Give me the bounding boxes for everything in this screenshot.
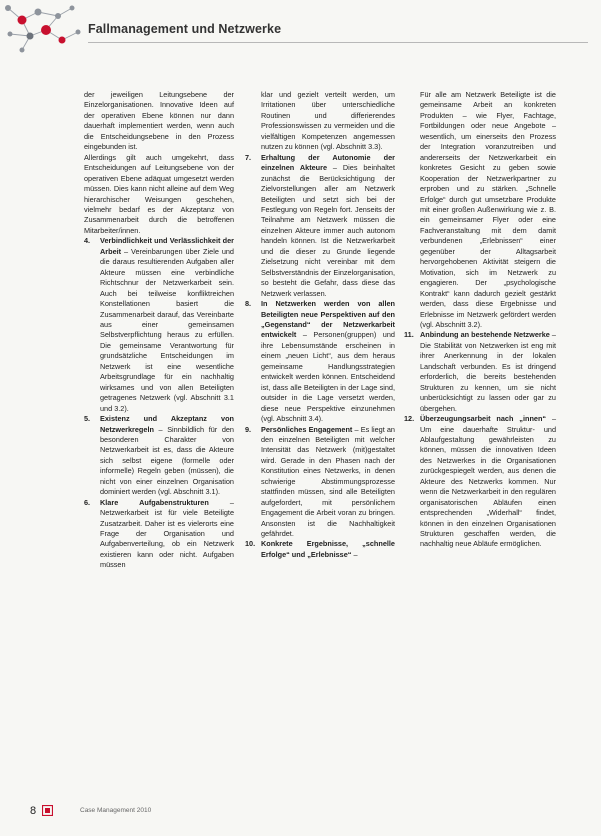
list-text: klar und gezielt verteilt werden, um Irritationen über unterschiedliche Routinen und differierendes Professionswissen zu vermeiden und die vielfältigen Kompetenzen angemessen nutzen zu können (vgl. Abschnitt 3.3). [261, 90, 395, 152]
list-number: 4. [84, 236, 91, 246]
list-item-12 [404, 414, 556, 550]
list-heading: Klare Aufgabenstrukturen [100, 497, 209, 507]
list-item-4 [84, 236, 234, 414]
list-number: 5. [84, 414, 91, 424]
list-item-8 [245, 299, 395, 424]
list-text: – Netzwerkarbeit ist für viele Beteiligte Zusatzarbeit. Daher ist es vielerorts eine Frage der Organisation und Aufgabenverteilung, ob ein Netzwerk existieren kann oder nicht. Aufgaben müssen [100, 497, 234, 570]
list-text: – [351, 549, 358, 559]
list-text: – Es liegt an den einzelnen Beteiligten mit welcher Intensität das Netzwerk (mit)gestaltet wird. Gerade in den Phasen nach der Konstitution eines Netzwerks, in denen schwierige Abstimmungsprozesse stattfinden müssen, sind alle Beteiligten aufgefordert, mit persönlichem Engagement die Arbeit voran zu bringen. Ansonsten ist die Nachhaltigkeit gefährdet. [261, 424, 395, 539]
list-text: Für alle am Netzwerk Beteiligte ist die gemeinsame Arbeit an konkreten Produkten – wie Flyer, Fachtage, Fortbildungen oder neue Angebote – wesentlich, um einerseits den Prozess der Integration voranzutreiben und andererseits der Netzwerkarbeit ein konkretes Gesicht zu geben sowie Kooperation der Netzwerkpartner zu erproben und zu stärken. „Schnelle Erfolge“ durch gut umsetzbare Produkte mit einer großen Außenwirkung wie z. B. ein gemeinsamer Flyer oder eine Fachveranstaltung mit dem damit verbundenen „Erlebnissen“ einer gegenüber der Alltagsarbeit hervorgehobenen Aktivität steigern die Motivation, sich im Netzwerk zu engagieren. Der „psychologische Kontrakt“ kann dadurch gezielt gestärkt werden, dass diese Ergebnisse und Erlebnisse im Netzwerk gefördert werden (vgl. Abschnitt 3.2). [420, 90, 556, 329]
text-column-1 [84, 90, 234, 571]
list-heading: Anbindung an bestehende Netzwerke [420, 330, 550, 340]
text-column-3 [404, 90, 556, 550]
list-item-6 [84, 498, 234, 571]
page-number: 8 [30, 805, 37, 817]
list-item-7 [245, 153, 395, 299]
list-text: – Dies beinhaltet zunächst die Berücksichtigung der Zielvorstellungen aller am Netzwerk Beteiligten und setzt sich bei der Festlegung von Regeln fort. Jenseits der Teilnahme am Netzwerk müssen die einzelnen Akteure immer auch autonom handeln können. Ist die Netzwerkarbeit und die dieser zu Grunde liegende Zielsetzung nicht vereinbar mit dem Selbstverständnis der Einzelorganisation, so besteht die Gefahr, dass diese das Netzwerk verlassen. [261, 163, 395, 298]
list-item-5 [84, 414, 234, 498]
list-heading: Erhaltung der Autonomie der einzelnen Akteure [261, 152, 395, 173]
list-item-9 [245, 425, 395, 540]
logo-icon [42, 805, 53, 816]
list-heading: Existenz und Akzeptanz von Netzwerkregeln [100, 414, 234, 434]
list-number: 7. [245, 152, 252, 162]
list-number: 6. [84, 497, 91, 507]
list-heading: In Netzwerken werden von allen Beteiligten neue Perspektiven auf den „Gegenstand“ der Netzwerkarbeit entwickelt [261, 299, 395, 340]
list-item-6-continued [245, 90, 395, 153]
page-header [0, 0, 601, 62]
list-number: 9. [245, 424, 252, 434]
list-number: 8. [245, 299, 252, 309]
list-text: – Die Stabilität von Netzwerken ist eng mit ihrer Anerkennung in der lokalen Landschaft verbunden. Es ist dringend erforderlich, die bereits bestehenden Strukturen zu kennen, um sie nicht unberücksichtigt zu lassen oder gar zu übergehen. [420, 330, 556, 413]
paragraph: Allerdings gilt auch umgekehrt, dass Entscheidungen auf Leitungsebene von der operativen Ebene adäquat umgesetzt werden müssen. Dies kann nicht alleine auf dem Weg hierarchischer Weisungen geschehen, vielmehr bedarf es der Akzeptanz von Zusammenarbeit durch die betroffenen Mitarbeiter/innen. [84, 152, 234, 235]
list-number: 10. [245, 539, 256, 549]
list-text: – Um eine dauerhafte Struktur- und Ablaufgestaltung gewährleisten zu können, müssen die innovativen Ideen des Netzwerkes in die Organisationen zurückgespiegelt werden, aus denen die Akteure des Netzwerks kommen. Nur wenn die Netzwerkarbeit in den regulären organisatorischen Abläufen einen entsprechenden „Widerhall“ findet, können in den einzelnen Organisationen Strukturen geschaffen werden, die nachhaltig neue Abläufe ermöglichen. [420, 414, 557, 549]
text-column-2 [245, 90, 395, 560]
list-number: 12. [404, 414, 415, 424]
list-text: – Sinnbildlich für den besonderen Charakter von Netzwerkarbeit ist es, dass die Akteure sich selbst eigene (formelle oder informelle) Regeln geben (müssen), die nicht von einer einzelnen Organisation dominiert werden (vgl. Abschnitt 3.1). [100, 424, 234, 497]
list-heading: Konkrete Ergebnisse, „schnelle Erfolge“ und „Erlebnisse“ [261, 539, 395, 559]
header-divider [88, 42, 588, 43]
list-item-11 [404, 330, 556, 414]
list-text: – Personen(gruppen) und ihre Lebensumstände erscheinen in einem „neuen Licht“, aus dem heraus gemeinsame Handlungsstrategien entwickelt werden können. Entscheidend ist, dass alle Beteiligten in der Lage sind, outsider in die Lage versetzt werden, diese neue Perspektive einzunehmen (vgl. Abschnitt 3.4). [261, 330, 395, 424]
list-text: – Vereinbarungen über Ziele und die daraus resultierenden Aufgaben aller Akteure müssen eine verbindliche Richtschnur der Netzwerkarbeit sein. Auch bei teilweise konfliktreichen Konstellationen basiert die Zusammenarbeit darauf, das Vereinbarte aus einer gemeinsamen Selbstverpflichtung heraus zu erfüllen. Die gemeinsame Verantwortung für grundsätzliche Entscheidungen im Netzwerk ist eine wesentliche Arbeitsgrundlage für ein nachhaltig wirksames und von allen Beteiligten getragenes Netzwerk (vgl. Abschnitt 3.1 und 3.2). [100, 246, 234, 413]
paragraph: der jeweiligen Leitungsebene der Einzelorganisationen. Innovative Ideen auf der operativen Ebene können nur dann dauerhaft implementiert werden, wenn auch die Entscheidungsebene in den Prozess eingebunden ist. [84, 90, 234, 152]
list-heading: Überzeugungsarbeit nach „innen“ [420, 414, 547, 424]
page-title: Fallmanagement und Netzwerke [88, 22, 282, 36]
list-heading: Verbindlichkeit und Verlässlichkeit der Arbeit [100, 236, 234, 256]
list-heading: Persönliches Engagement [261, 424, 353, 434]
publication-name: Case Management 2010 [80, 807, 152, 814]
list-item-10 [245, 539, 395, 560]
list-item-10-continued [404, 90, 556, 330]
list-number: 11. [404, 330, 414, 340]
